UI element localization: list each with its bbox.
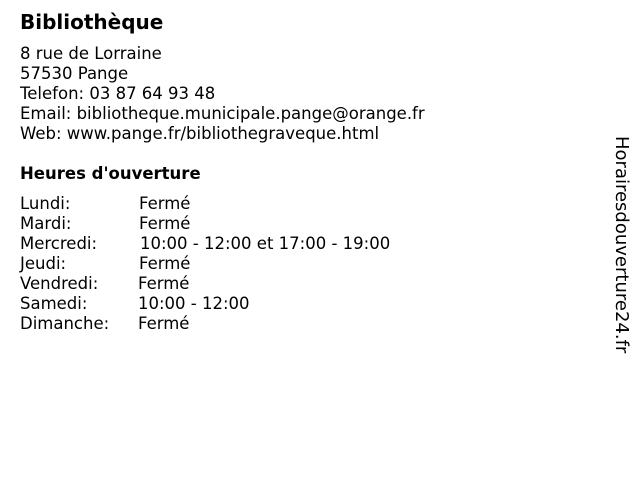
day-label: Mardi: — [20, 214, 72, 233]
hours-value: 10:00 - 12:00 — [138, 294, 250, 313]
opening-hours-heading: Heures d'ouverture — [20, 164, 201, 183]
city-postal-code: 57530 Pange — [20, 64, 129, 83]
day-label: Dimanche: — [20, 314, 110, 333]
hours-value: Fermé — [138, 274, 190, 293]
phone-number: Telefon: 03 87 64 93 48 — [20, 84, 216, 103]
street-address: 8 rue de Lorraine — [20, 44, 162, 63]
day-label: Vendredi: — [20, 274, 99, 293]
hours-value: Fermé — [139, 214, 191, 233]
day-label: Jeudi: — [20, 254, 67, 273]
day-label: Lundi: — [20, 194, 71, 213]
page-title: Bibliothèque — [20, 10, 164, 34]
website-url: Web: www.pange.fr/bibliothegraveque.html — [20, 124, 380, 143]
day-label: Mercredi: — [20, 234, 98, 253]
email-address: Email: bibliotheque.municipale.pange@orange.fr — [20, 104, 425, 123]
day-label: Samedi: — [20, 294, 88, 313]
hours-value: Fermé — [138, 314, 190, 333]
site-watermark: Horairesdouverture24.fr — [611, 136, 632, 354]
hours-value: 10:00 - 12:00 et 17:00 - 19:00 — [140, 234, 391, 253]
hours-value: Fermé — [139, 254, 191, 273]
hours-value: Fermé — [139, 194, 191, 213]
address-block — [20, 44, 425, 144]
